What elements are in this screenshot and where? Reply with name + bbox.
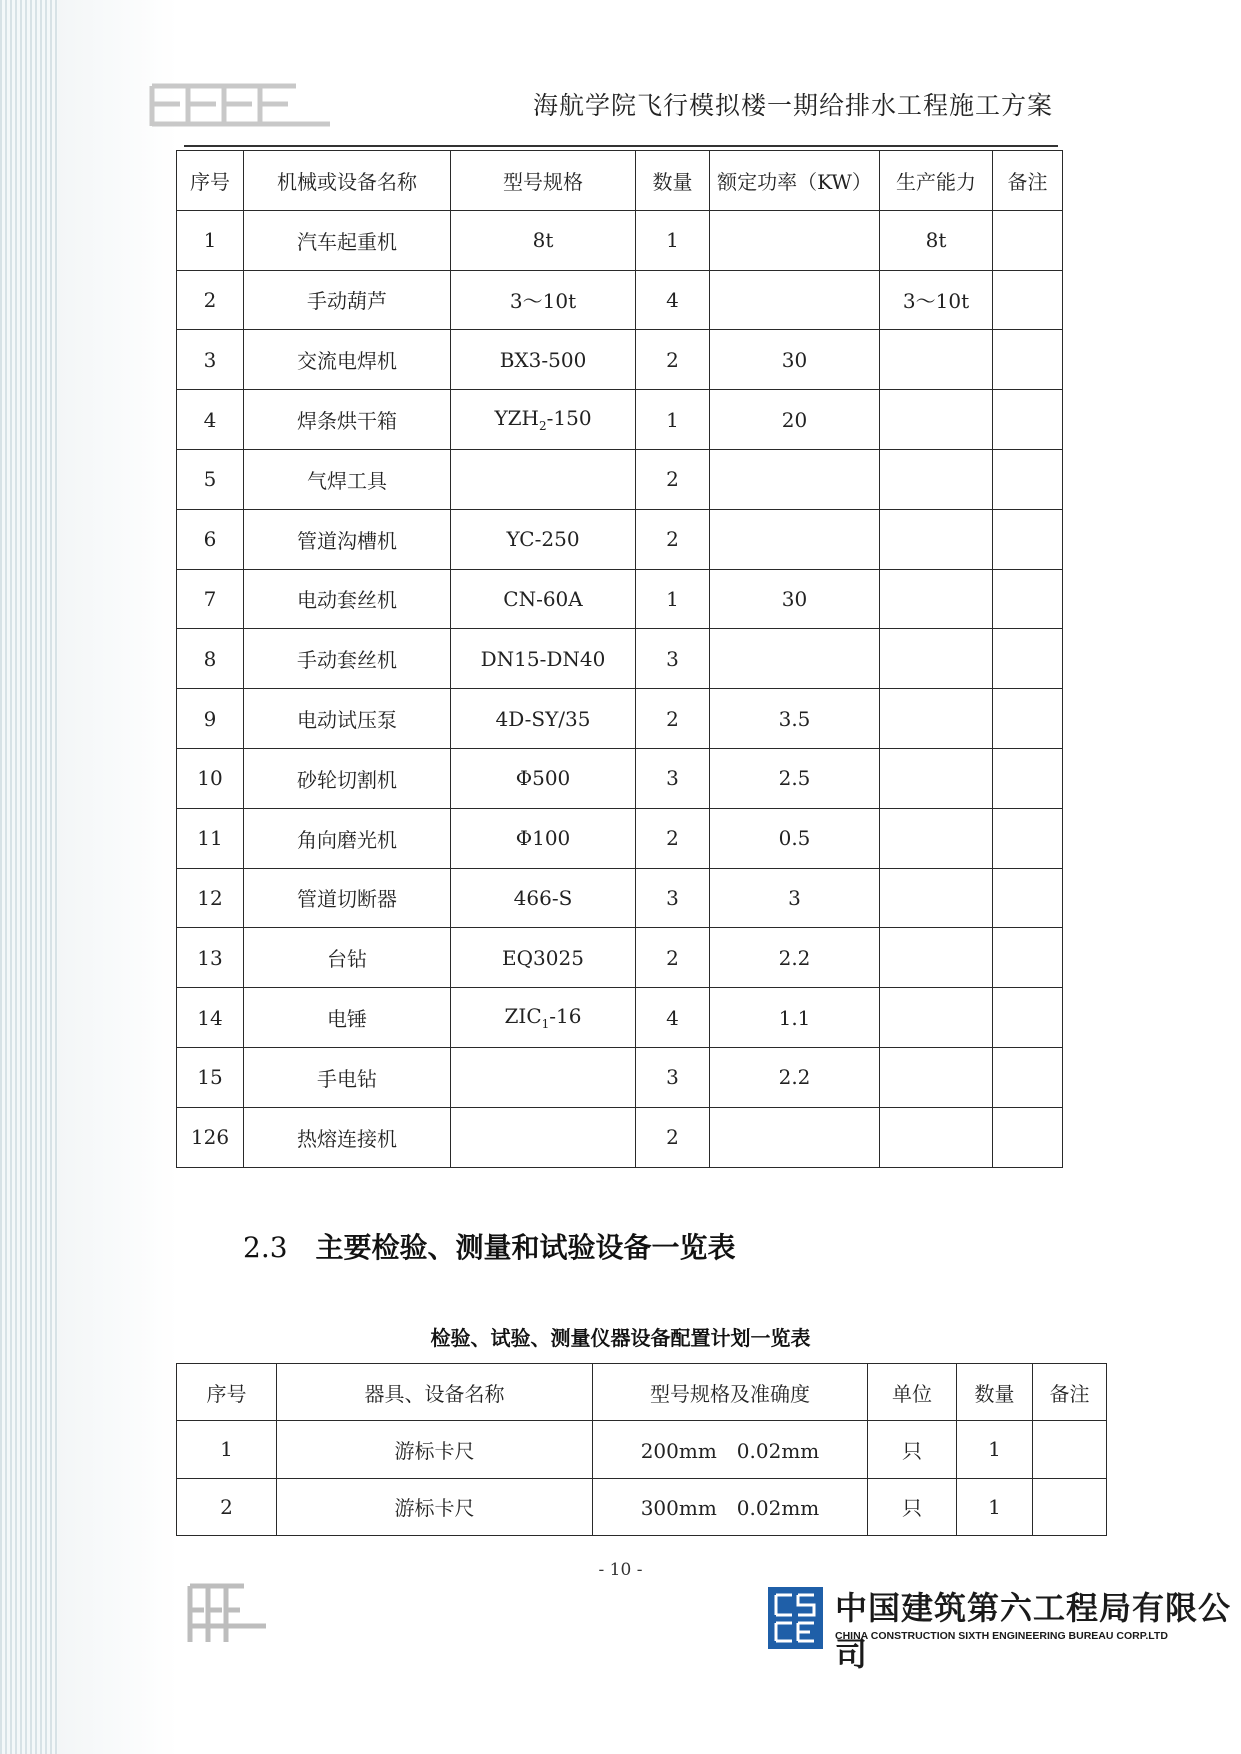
quantity-cell: 2 [636, 1107, 710, 1167]
table-row [177, 689, 1063, 749]
quantity-cell: 1 [957, 1421, 1033, 1478]
company-name-en: CHINA CONSTRUCTION SIXTH ENGINEERING BUREAU CORP.LTD [835, 1630, 1168, 1642]
table-row [177, 210, 1063, 270]
unit-cell: 只 [868, 1421, 957, 1478]
model-spec-cell: Φ100 [451, 808, 636, 868]
table-header-row [177, 1364, 1107, 1421]
table-caption: 检验、试验、测量仪器设备配置计划一览表 [430, 1326, 811, 1350]
rated-power-cell: 1.1 [710, 988, 880, 1048]
table-row [177, 1478, 1107, 1535]
quantity-cell: 3 [636, 748, 710, 808]
note-cell [993, 270, 1063, 330]
capacity-cell [880, 689, 993, 749]
rated-power-cell [710, 270, 880, 330]
company-name-cn: 中国建筑第六工程局有限公司 [835, 1589, 1232, 1673]
quantity-cell: 3 [636, 1047, 710, 1107]
row-number-cell: 9 [177, 689, 244, 749]
note-cell [993, 689, 1063, 749]
header-cell: 机械或设备名称 [244, 151, 451, 211]
equipment-name-cell: 气焊工具 [244, 449, 451, 509]
quantity-cell: 2 [636, 449, 710, 509]
table-row [177, 748, 1063, 808]
table-row [177, 1107, 1063, 1167]
quantity-cell: 1 [636, 390, 710, 450]
rated-power-cell: 20 [710, 390, 880, 450]
page-side-stripe [0, 0, 58, 1754]
header-cell: 器具、设备名称 [277, 1364, 593, 1421]
note-cell [993, 390, 1063, 450]
capacity-cell [880, 390, 993, 450]
model-spec-tail: -16 [549, 1004, 582, 1029]
header-cell: 单位 [868, 1364, 957, 1421]
header-cell: 备注 [993, 151, 1063, 211]
table-row [177, 509, 1063, 569]
equipment-name-cell: 角向磨光机 [244, 808, 451, 868]
row-number-cell: 4 [177, 390, 244, 450]
table-row [177, 629, 1063, 689]
rated-power-cell [710, 509, 880, 569]
model-spec-cell [451, 988, 636, 1048]
model-spec-cell [451, 1107, 636, 1167]
model-spec-subscript: 1 [541, 1017, 550, 1032]
model-spec-cell: 4D-SY/35 [451, 689, 636, 749]
document-title: 海航学院飞行模拟楼一期给排水工程施工方案 [532, 91, 1053, 120]
rated-power-cell: 0.5 [710, 808, 880, 868]
header-cell: 生产能力 [880, 151, 993, 211]
capacity-cell [880, 928, 993, 988]
rated-power-cell: 3 [710, 868, 880, 928]
model-spec-cell: 8t [451, 210, 636, 270]
header-cell: 数量 [957, 1364, 1033, 1421]
section-title: 主要检验、测量和试验设备一览表 [315, 1231, 736, 1264]
inspection-table [176, 1363, 1107, 1536]
page-number: - 10 - [598, 1560, 643, 1580]
equipment-name-cell: 电锤 [244, 988, 451, 1048]
row-number-cell: 11 [177, 808, 244, 868]
unit-cell: 只 [868, 1478, 957, 1535]
note-cell [993, 449, 1063, 509]
rated-power-cell: 30 [710, 569, 880, 629]
model-spec-cell: BX3-500 [451, 330, 636, 390]
footer-logo-icon [186, 1580, 268, 1648]
rated-power-cell [710, 449, 880, 509]
quantity-cell: 4 [636, 988, 710, 1048]
company-emblem-icon [768, 1587, 823, 1649]
row-number-cell: 15 [177, 1047, 244, 1107]
note-cell [1033, 1421, 1107, 1478]
rated-power-cell: 2.2 [710, 1047, 880, 1107]
note-cell [993, 629, 1063, 689]
row-number-cell: 1 [177, 210, 244, 270]
capacity-cell [880, 1107, 993, 1167]
note-cell [1033, 1478, 1107, 1535]
model-spec-cell: DN15-DN40 [451, 629, 636, 689]
table-row [177, 928, 1063, 988]
quantity-cell: 2 [636, 928, 710, 988]
row-number-cell: 12 [177, 868, 244, 928]
equipment-name-cell: 汽车起重机 [244, 210, 451, 270]
note-cell [993, 330, 1063, 390]
row-number-cell: 3 [177, 330, 244, 390]
equipment-name-cell: 电动套丝机 [244, 569, 451, 629]
section-number: 2.3 [243, 1231, 288, 1264]
row-number-cell: 2 [177, 270, 244, 330]
note-cell [993, 1047, 1063, 1107]
header-cell: 型号规格 [451, 151, 636, 211]
note-cell [993, 1107, 1063, 1167]
capacity-cell [880, 509, 993, 569]
header-cell: 序号 [177, 151, 244, 211]
row-number-cell: 2 [177, 1478, 277, 1535]
rated-power-cell: 2.5 [710, 748, 880, 808]
equipment-table [176, 150, 1063, 1168]
model-spec-cell: EQ3025 [451, 928, 636, 988]
model-spec-cell: CN-60A [451, 569, 636, 629]
equipment-name-cell: 电动试压泵 [244, 689, 451, 749]
equipment-name-cell: 手动套丝机 [244, 629, 451, 689]
model-spec-cell: 3～10t [451, 270, 636, 330]
table-row [177, 1421, 1107, 1478]
table-row [177, 1047, 1063, 1107]
row-number-cell: 8 [177, 629, 244, 689]
quantity-cell: 1 [636, 210, 710, 270]
quantity-cell: 2 [636, 808, 710, 868]
quantity-cell: 3 [636, 629, 710, 689]
rated-power-cell [710, 1107, 880, 1167]
quantity-cell: 1 [957, 1478, 1033, 1535]
note-cell [993, 868, 1063, 928]
rated-power-cell: 3.5 [710, 689, 880, 749]
table-row [177, 270, 1063, 330]
model-spec-base: ZIC [504, 1004, 542, 1029]
model-spec-tail: -150 [546, 406, 592, 431]
table-row [177, 449, 1063, 509]
row-number-cell: 7 [177, 569, 244, 629]
rated-power-cell [710, 629, 880, 689]
table-row [177, 390, 1063, 450]
note-cell [993, 210, 1063, 270]
header-cell: 型号规格及准确度 [593, 1364, 868, 1421]
note-cell [993, 569, 1063, 629]
table-header-row [177, 151, 1063, 211]
row-number-cell: 126 [177, 1107, 244, 1167]
equipment-name-cell: 管道沟槽机 [244, 509, 451, 569]
equipment-name-cell: 台钻 [244, 928, 451, 988]
header-cell: 备注 [1033, 1364, 1107, 1421]
row-number-cell: 13 [177, 928, 244, 988]
note-cell [993, 748, 1063, 808]
table-row [177, 569, 1063, 629]
row-number-cell: 6 [177, 509, 244, 569]
spec-accuracy-cell: 200mm 0.02mm [593, 1421, 868, 1478]
instrument-name-cell: 游标卡尺 [277, 1421, 593, 1478]
equipment-name-cell: 砂轮切割机 [244, 748, 451, 808]
capacity-cell: 3～10t [880, 270, 993, 330]
note-cell [993, 509, 1063, 569]
quantity-cell: 2 [636, 689, 710, 749]
quantity-cell: 3 [636, 868, 710, 928]
row-number-cell: 5 [177, 449, 244, 509]
model-spec-cell [451, 449, 636, 509]
table-row [177, 330, 1063, 390]
quantity-cell: 2 [636, 330, 710, 390]
header-divider [184, 145, 1058, 147]
note-cell [993, 928, 1063, 988]
quantity-cell: 4 [636, 270, 710, 330]
equipment-name-cell: 热熔连接机 [244, 1107, 451, 1167]
quantity-cell: 2 [636, 509, 710, 569]
table-row [177, 868, 1063, 928]
equipment-name-cell: 手动葫芦 [244, 270, 451, 330]
capacity-cell [880, 1047, 993, 1107]
header-cell: 序号 [177, 1364, 277, 1421]
row-number-cell: 1 [177, 1421, 277, 1478]
note-cell [993, 808, 1063, 868]
equipment-name-cell: 焊条烘干箱 [244, 390, 451, 450]
equipment-name-cell: 手电钻 [244, 1047, 451, 1107]
rated-power-cell: 2.2 [710, 928, 880, 988]
capacity-cell: 8t [880, 210, 993, 270]
capacity-cell [880, 449, 993, 509]
model-spec-subscript: 2 [538, 419, 547, 434]
row-number-cell: 10 [177, 748, 244, 808]
equipment-name-cell: 交流电焊机 [244, 330, 451, 390]
capacity-cell [880, 868, 993, 928]
model-spec-cell [451, 1047, 636, 1107]
capacity-cell [880, 629, 993, 689]
header-cell: 数量 [636, 151, 710, 211]
section-heading [243, 1226, 736, 1266]
note-cell [993, 988, 1063, 1048]
capacity-cell [880, 808, 993, 868]
capacity-cell [880, 748, 993, 808]
table-row [177, 988, 1063, 1048]
rated-power-cell [710, 210, 880, 270]
equipment-name-cell: 管道切断器 [244, 868, 451, 928]
header-logo-icon [148, 80, 334, 132]
rated-power-cell: 30 [710, 330, 880, 390]
model-spec-cell: Φ500 [451, 748, 636, 808]
spec-accuracy-cell: 300mm 0.02mm [593, 1478, 868, 1535]
model-spec-cell [451, 390, 636, 450]
capacity-cell [880, 569, 993, 629]
model-spec-cell: YC-250 [451, 509, 636, 569]
row-number-cell: 14 [177, 988, 244, 1048]
table-row [177, 808, 1063, 868]
instrument-name-cell: 游标卡尺 [277, 1478, 593, 1535]
quantity-cell: 1 [636, 569, 710, 629]
capacity-cell [880, 988, 993, 1048]
header-cell: 额定功率（KW） [710, 151, 880, 211]
capacity-cell [880, 330, 993, 390]
model-spec-base: YZH [494, 406, 539, 431]
model-spec-cell: 466-S [451, 868, 636, 928]
